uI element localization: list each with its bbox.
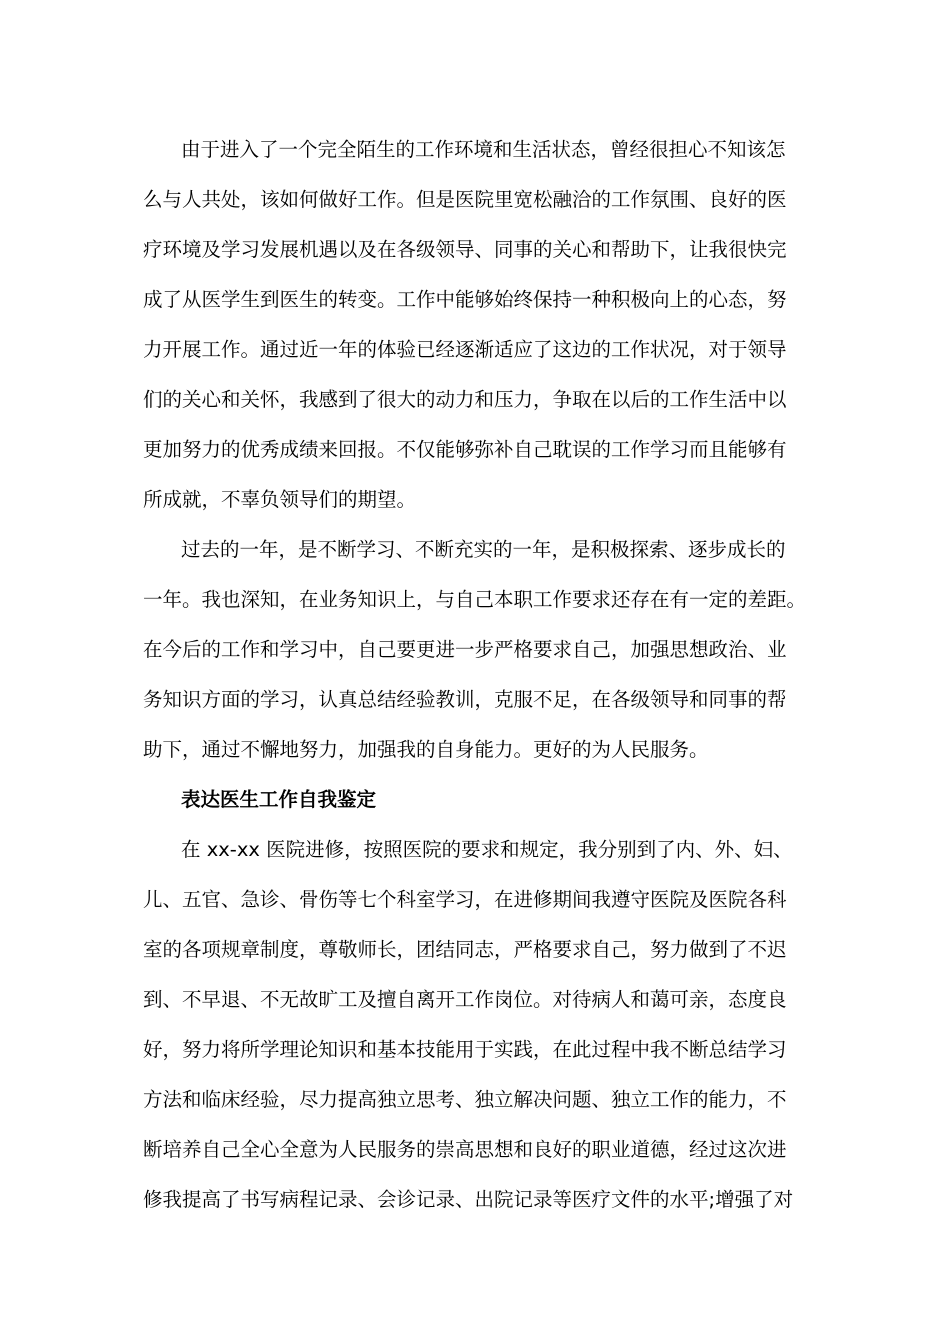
paragraph-2-line-1: 过去的一年，是不断学习、不断充实的一年，是积极探索、逐步成长的 bbox=[181, 538, 786, 561]
paragraph-3-line-8: 修我提高了书写病程记录、会诊记录、出院记录等医疗文件的水平;增强了对 bbox=[143, 1188, 794, 1211]
paragraph-2-line-4: 务知识方面的学习，认真总结经验教训，克服不足，在各级领导和同事的帮 bbox=[143, 688, 787, 711]
paragraph-3-line-3: 室的各项规章制度，尊敬师长，团结同志，严格要求自己，努力做到了不迟 bbox=[143, 938, 787, 961]
paragraph-2-line-3: 在今后的工作和学习中，自己要更进一步严格要求自己，加强思想政治、业 bbox=[143, 638, 787, 661]
paragraph-1-line-8: 所成就，不辜负领导们的期望。 bbox=[143, 488, 417, 511]
paragraph-3-line-6: 方法和临床经验，尽力提高独立思考、独立解决问题、独立工作的能力，不 bbox=[143, 1088, 787, 1111]
paragraph-1-line-6: 们的关心和关怀，我感到了很大的动力和压力，争取在以后的工作生活中以 bbox=[143, 388, 787, 411]
paragraph-1-line-3: 疗环境及学习发展机遇以及在各级领导、同事的关心和帮助下，让我很快完 bbox=[143, 238, 787, 261]
paragraph-1-line-4: 成了从医学生到医生的转变。工作中能够始终保持一种积极向上的心态，努 bbox=[143, 288, 787, 311]
paragraph-1-line-5: 力开展工作。通过近一年的体验已经逐渐适应了这边的工作状况，对于领导 bbox=[143, 338, 787, 361]
paragraph-3-line-4: 到、不早退、不无故旷工及擅自离开工作岗位。对待病人和蔼可亲，态度良 bbox=[143, 988, 787, 1011]
paragraph-2-line-2: 一年。我也深知，在业务知识上，与自己本职工作要求还存在有一定的差距。 bbox=[143, 588, 807, 611]
paragraph-1-line-1: 由于进入了一个完全陌生的工作环境和生活状态，曾经很担心不知该怎 bbox=[181, 138, 786, 161]
paragraph-3-line-5: 好，努力将所学理论知识和基本技能用于实践，在此过程中我不断总结学习 bbox=[143, 1038, 787, 1061]
paragraph-3-line-7: 断培养自己全心全意为人民服务的崇高思想和良好的职业道德，经过这次进 bbox=[143, 1138, 787, 1161]
paragraph-1-line-2: 么与人共处，该如何做好工作。但是医院里宽松融洽的工作氛围、良好的医 bbox=[143, 188, 787, 211]
section-heading: 表达医生工作自我鉴定 bbox=[181, 788, 377, 811]
paragraph-3-line-2: 儿、五官、急诊、骨伤等七个科室学习，在进修期间我遵守医院及医院各科 bbox=[143, 888, 787, 911]
paragraph-3-line-1: 在 xx-xx 医院进修，按照医院的要求和规定，我分别到了内、外、妇、 bbox=[181, 838, 793, 861]
paragraph-1-line-7: 更加努力的优秀成绩来回报。不仅能够弥补自己耽误的工作学习而且能够有 bbox=[143, 438, 787, 461]
paragraph-2-line-5: 助下，通过不懈地努力，加强我的自身能力。更好的为人民服务。 bbox=[143, 738, 709, 761]
